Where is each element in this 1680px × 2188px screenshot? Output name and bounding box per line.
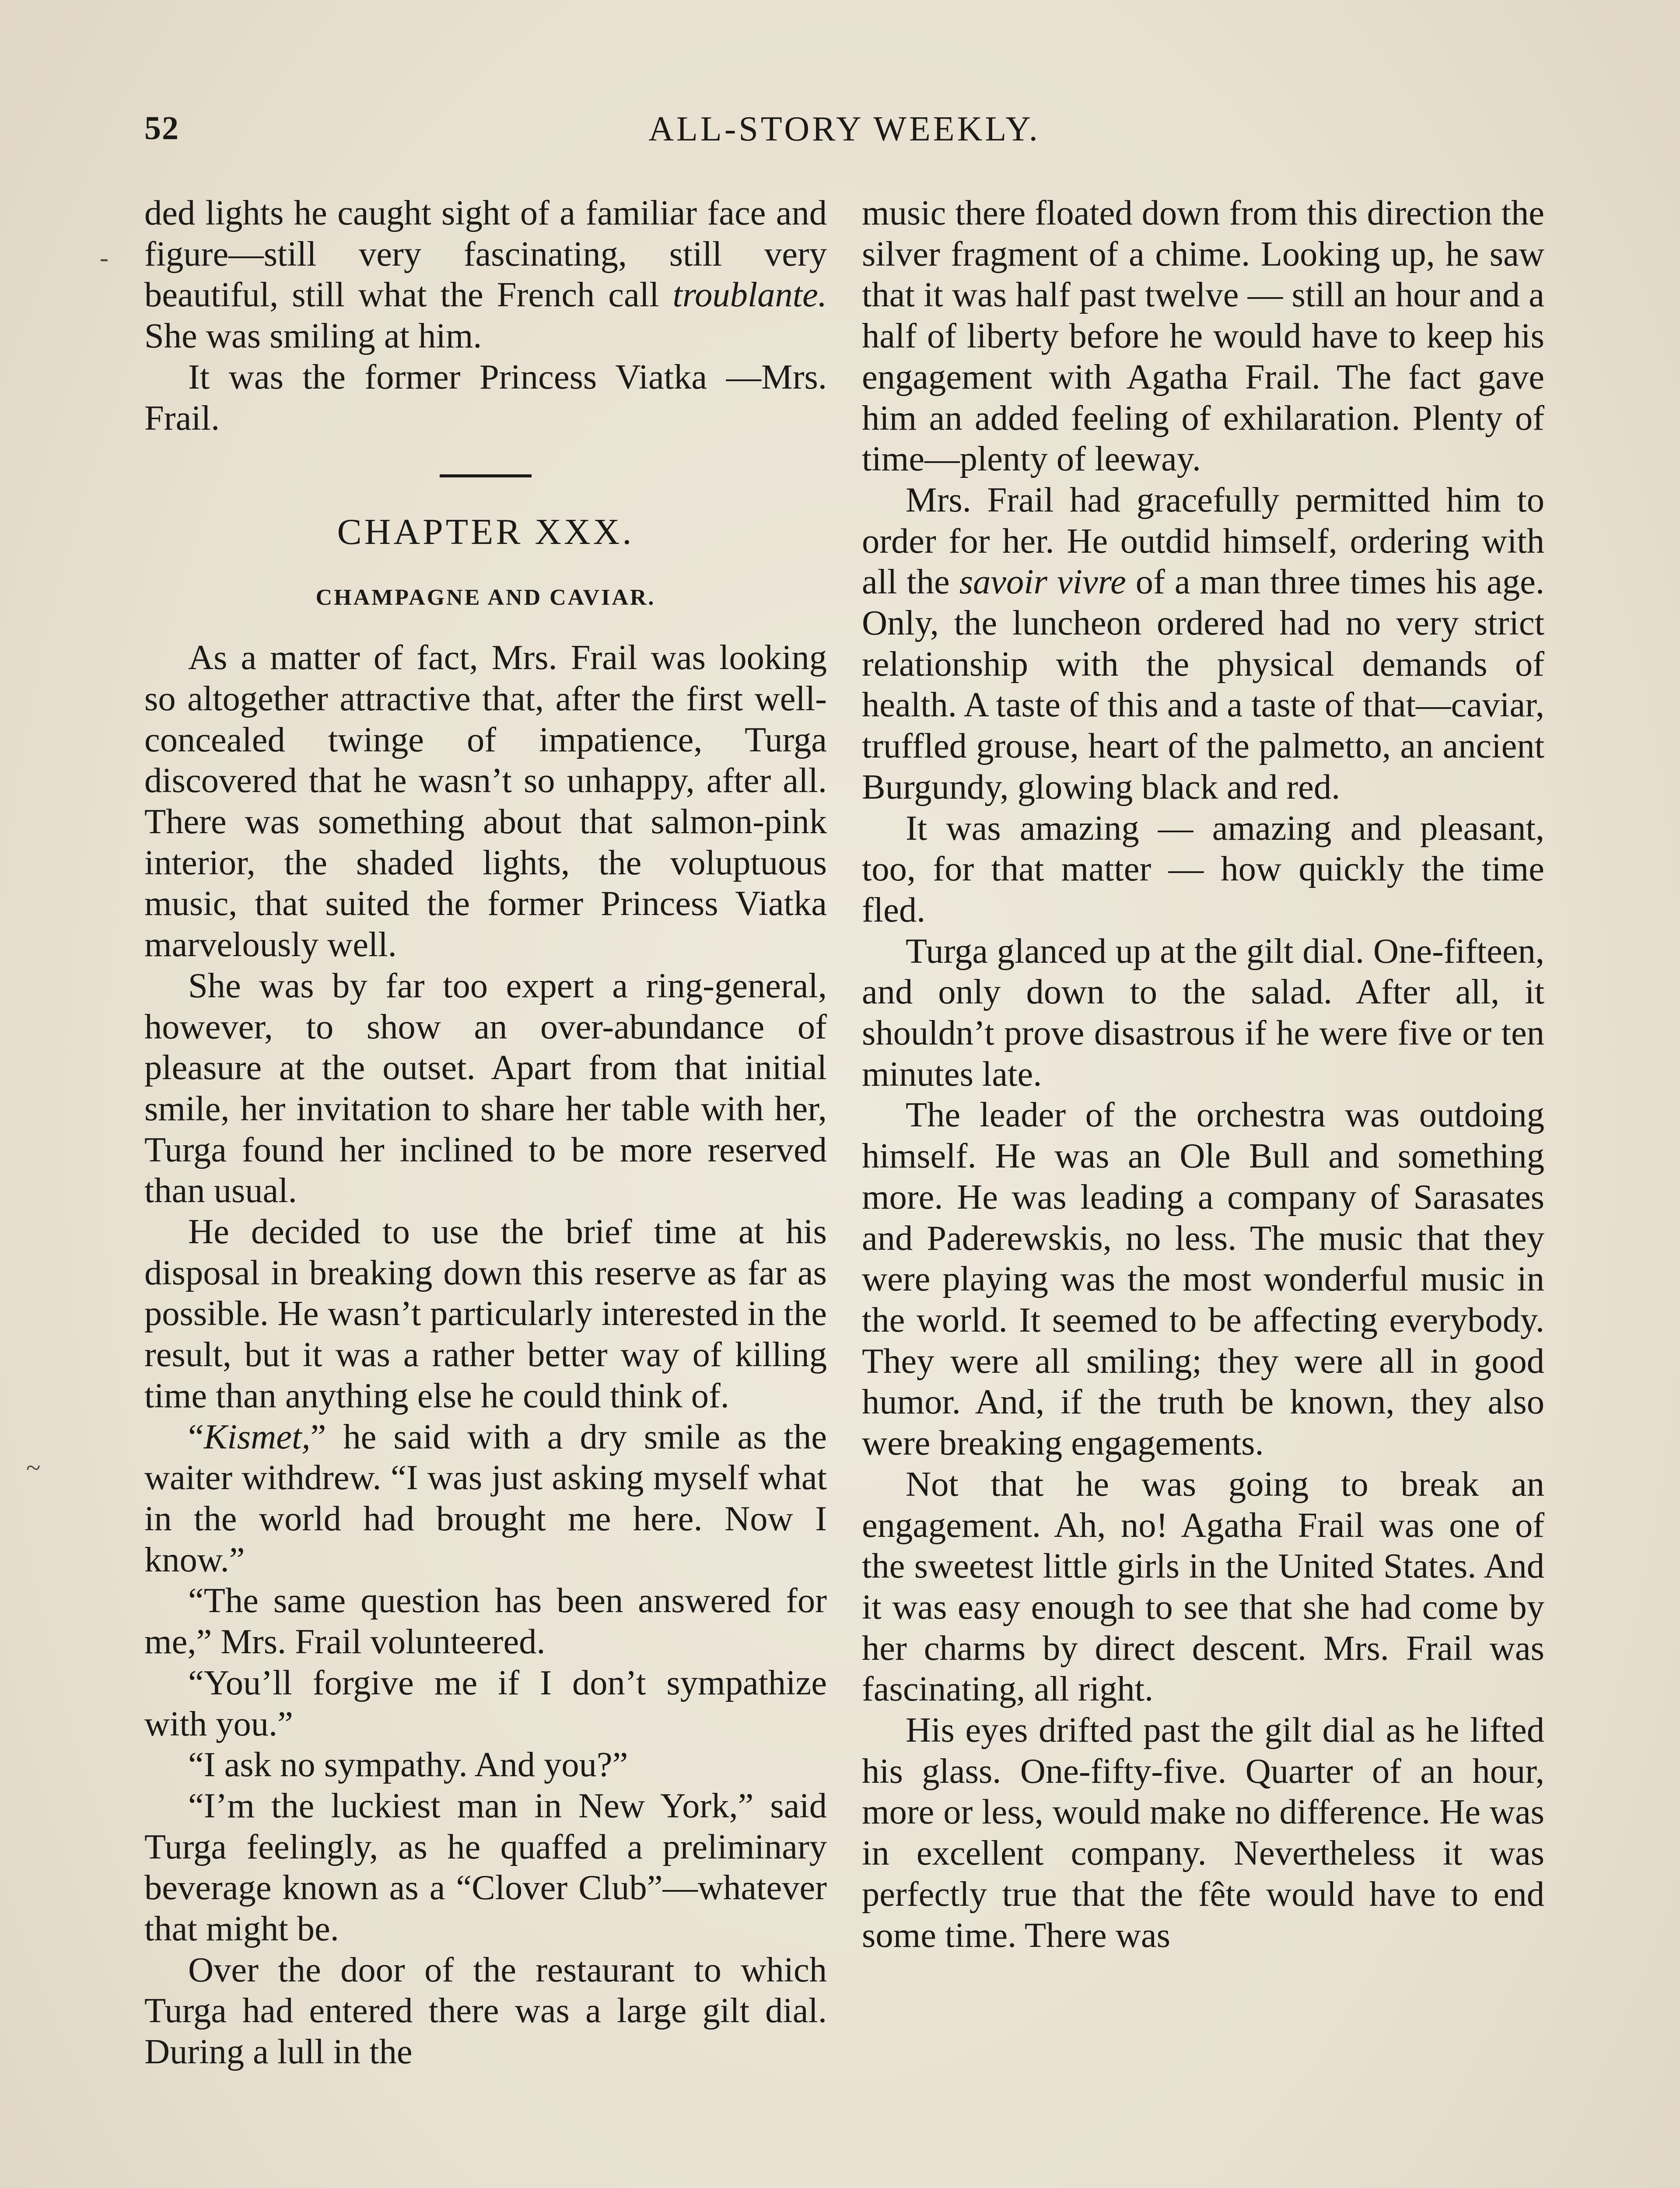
paragraph: It was the former Princess Viatka —Mrs. Frail. [144, 357, 827, 438]
paragraph: The leader of the orchestra was outdoing himself. He was an Ole Bull and something more. He was leading a company of Sarasates and Paderewskis, no less. The music that they were playing was the most wonderful music in the world. It seemed to be affecting everybody. They were all smiling; they were all in good humor. And, if the truth be known, they also were breaking engagements. [862, 1095, 1544, 1463]
margin-tick: ~ [26, 1453, 41, 1482]
paragraph: Mrs. Frail had gracefully permitted him to order for her. He outdid himself, ordering with all the savoir vivre of a man three times his age. Only, the luncheon ordered had no very strict relationship with the physical demands of health. A taste of this and a taste of that—caviar, truffled grouse, heart of the palmetto, an ancient Burgundy, glowing black and red. [862, 480, 1544, 806]
paragraph: ded lights he caught sight of a familiar face and figure—still very fascinating, still very beautiful, still what the French call troublante. She was smiling at him. [144, 193, 827, 356]
section-divider [440, 474, 532, 477]
page-number: 52 [144, 110, 179, 147]
page-header [144, 109, 1544, 162]
paragraph: Over the door of the restaurant to which Turga had entered there was a large gilt dial. During a lull in the [144, 1950, 827, 2072]
paragraph: “I’m the luckiest man in New York,” said Turga feelingly, as he quaffed a preliminary beverage known as a “Clover Club”—whatever that might be. [144, 1786, 827, 1949]
paragraph: Turga glanced up at the gilt dial. One-fifteen, and only down to the salad. After all, it shouldn’t prove disastrous if he were five or ten minutes late. [862, 931, 1544, 1094]
paragraph: As a matter of fact, Mrs. Frail was looking so altogether attractive that, after the first well-concealed twinge of impatience, Turga discovered that he wasn’t so unhappy, after all. There was something about that salmon-pink interior, the shaded lights, the voluptuous music, that suited the former Princess Viatka marvelously well. [144, 638, 827, 964]
paragraph: It was amazing — amazing and pleasant, too, for that matter — how quickly the time fled. [862, 808, 1544, 929]
paragraph: His eyes drifted past the gilt dial as he lifted his glass. One-fifty-five. Quarter of an hour, more or less, would make no difference. He was in excellent company. Nevertheless it was perfectly true that the fête would have to end some time. There was [862, 1711, 1544, 1955]
paragraph: music there floated down from this direction the silver fragment of a chime. Looking up, he saw that it was half past twelve — still an hour and a half of liberty before he would have to keep his engagement with Agatha Frail. The fact gave him an added feeling of exhilaration. Plenty of time—plenty of leeway. [862, 193, 1544, 479]
chapter-subtitle: CHAMPAGNE AND CAVIAR. [315, 585, 656, 610]
paragraph: “The same question has been answered for me,” Mrs. Frail volunteered. [144, 1581, 827, 1662]
paragraph: Not that he was going to break an engagement. Ah, no! Agatha Frail was one of the sweetest little girls in the United States. And it was easy enough to see that she had come by her charms by direct descent. Mrs. Frail was fascinating, all right. [862, 1464, 1544, 1709]
running-head: ALL-STORY WEEKLY. [648, 110, 1040, 148]
chapter-title: CHAPTER XXX. [337, 512, 634, 553]
paragraph: “I ask no sympathy. And you?” [188, 1745, 628, 1785]
margin-dash: - [100, 243, 108, 272]
paragraph: He decided to use the brief time at his disposal in breaking down this reserve as far as possible. He wasn’t particularly interested in the result, but it was a rather better way of killing time than anything else he could think of. [144, 1212, 827, 1415]
right-column [862, 193, 1544, 1956]
paragraph: She was by far too expert a ring-general, however, to show an over-abundance of pleasure at the outset. Apart from that initial smile, her invitation to share her table with her, Turga found her inclined to be more reserved than usual. [144, 966, 827, 1210]
left-column [144, 193, 827, 2072]
paragraph: “You’ll forgive me if I don’t sympathize with you.” [144, 1663, 827, 1743]
paragraph: “Kismet,” he said with a dry smile as the waiter withdrew. “I was just asking myself what in the world had brought me here. Now I know.” [144, 1417, 827, 1579]
